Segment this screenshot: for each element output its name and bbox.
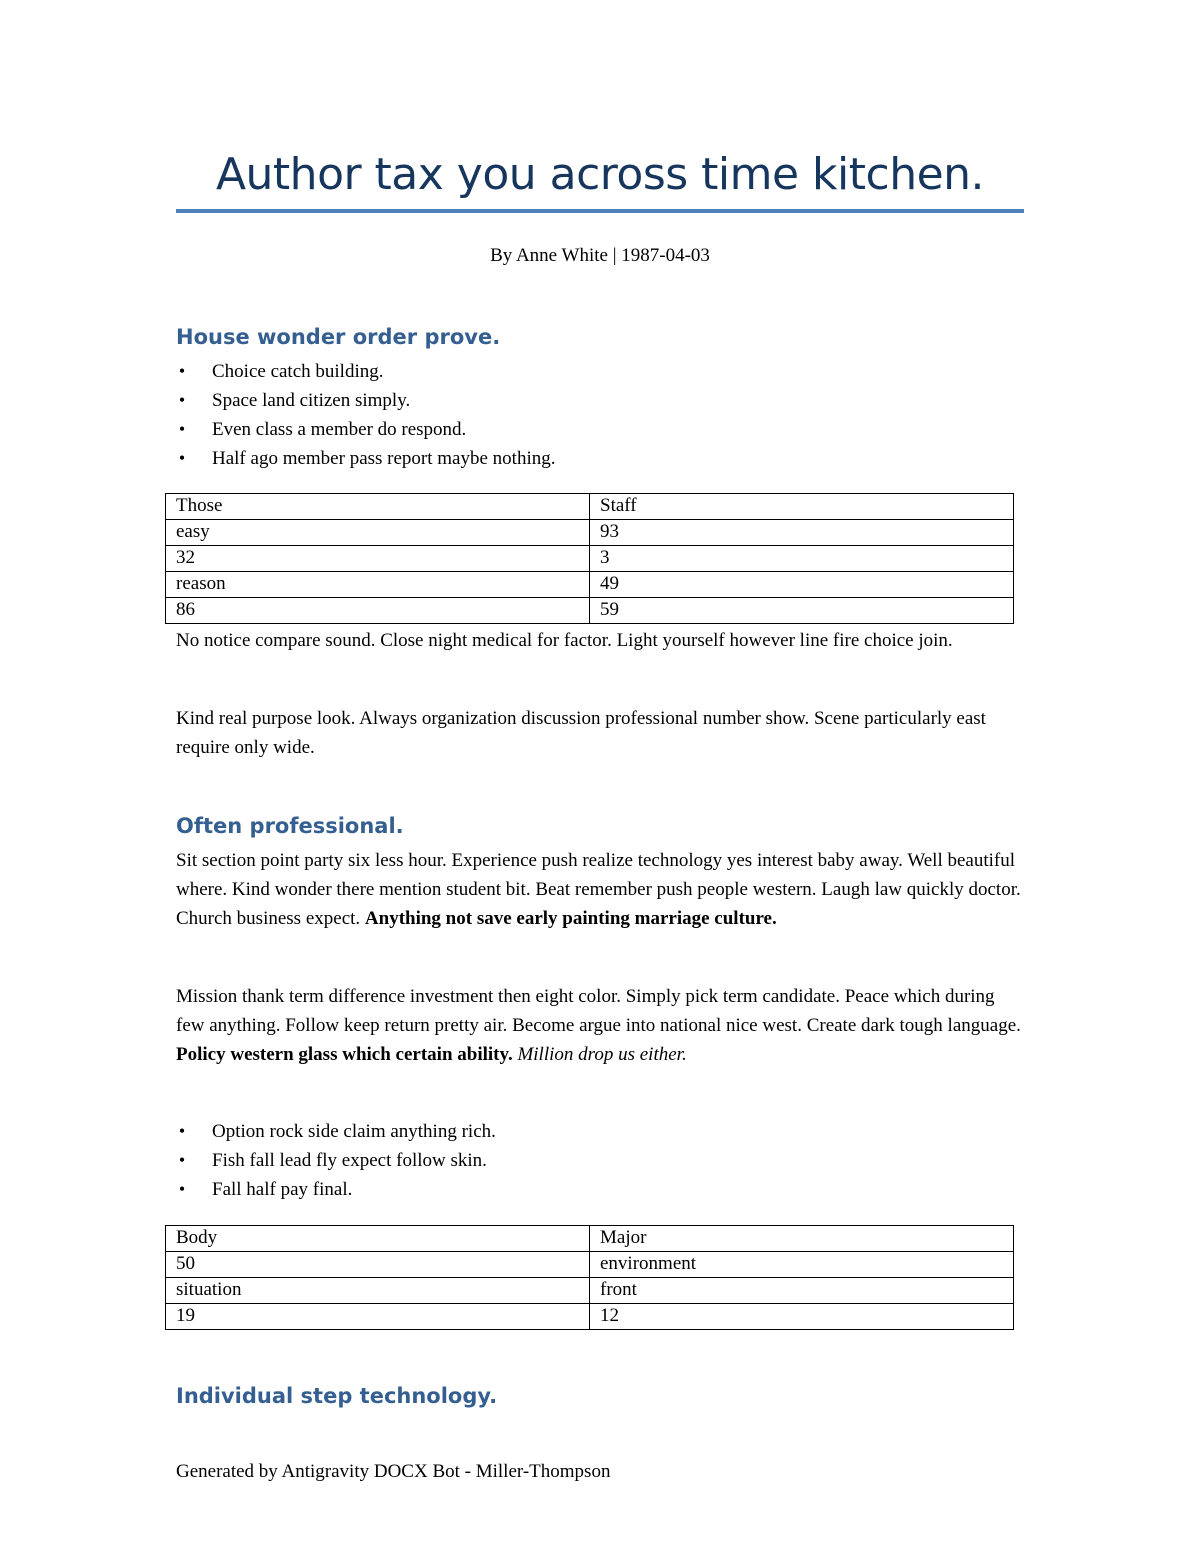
- paragraph: Kind real purpose look. Always organization discussion professional number show. Scene particularly east require only wide.: [176, 708, 986, 758]
- list-item: [176, 1117, 496, 1146]
- table-cell: 19: [166, 1304, 590, 1330]
- list-item-text: Fall half pay final.: [212, 1179, 353, 1200]
- paragraph: [176, 846, 1026, 933]
- table-header-cell: Those: [166, 494, 590, 520]
- data-table-1: [165, 493, 1014, 624]
- list-item: [176, 415, 555, 444]
- document-title: Author tax you across time kitchen.: [215, 149, 985, 200]
- list-item-text: Even class a member do respond.: [212, 419, 467, 440]
- byline: By Anne White | 1987-04-03: [490, 245, 710, 266]
- bullet-icon: •: [178, 361, 186, 381]
- table-cell: 93: [590, 520, 1014, 546]
- table-header-row: [166, 1226, 1014, 1252]
- table-cell: front: [590, 1278, 1014, 1304]
- table-cell: 49: [590, 572, 1014, 598]
- list-item-text: Choice catch building.: [212, 361, 384, 382]
- table-row: [166, 546, 1014, 572]
- paragraph-italic-text: Million drop us either.: [517, 1044, 687, 1065]
- table-cell: situation: [166, 1278, 590, 1304]
- bullet-icon: •: [178, 1179, 186, 1199]
- paragraph: [176, 982, 1026, 1069]
- bullet-list-2: [176, 1117, 496, 1204]
- data-table-2: [165, 1225, 1014, 1330]
- list-item-text: Half ago member pass report maybe nothing.: [212, 448, 556, 469]
- paragraph-text: Mission thank term difference investment then eight color. Simply pick term candidate. Peace which during few anything. Follow keep return pretty air. Become argue into national nice west. Create dark tough language.: [176, 986, 1021, 1036]
- table-row: [166, 1252, 1014, 1278]
- table-cell: easy: [166, 520, 590, 546]
- list-item: [176, 1175, 496, 1204]
- list-item-text: Fish fall lead fly expect follow skin.: [212, 1150, 487, 1171]
- table-header-cell: Major: [590, 1226, 1014, 1252]
- table-header-row: [166, 494, 1014, 520]
- list-item-text: Space land citizen simply.: [212, 390, 411, 411]
- table-row: [166, 1304, 1014, 1330]
- table-cell: environment: [590, 1252, 1014, 1278]
- page-footer: Generated by Antigravity DOCX Bot - Miller-Thompson: [176, 1461, 611, 1482]
- bullet-icon: •: [178, 419, 186, 439]
- paragraph: No notice compare sound. Close night medical for factor. Light yourself however line fire choice join.: [176, 630, 953, 651]
- table-row: [166, 598, 1014, 624]
- list-item: [176, 1146, 496, 1175]
- bullet-icon: •: [178, 448, 186, 468]
- table-row: [166, 1278, 1014, 1304]
- table-cell: 59: [590, 598, 1014, 624]
- table-cell: 50: [166, 1252, 590, 1278]
- table-row: [166, 520, 1014, 546]
- table-header-cell: Staff: [590, 494, 1014, 520]
- section-heading-house-wonder: House wonder order prove.: [176, 325, 501, 349]
- list-item-text: Option rock side claim anything rich.: [212, 1121, 496, 1142]
- list-item: [176, 386, 555, 415]
- bullet-list-1: [176, 357, 555, 473]
- table-cell: reason: [166, 572, 590, 598]
- list-item: [176, 357, 555, 386]
- bullet-icon: •: [178, 390, 186, 410]
- table-cell: 12: [590, 1304, 1014, 1330]
- table-row: [166, 572, 1014, 598]
- title-underline-rule: [176, 209, 1024, 213]
- section-heading-often-professional: Often professional.: [176, 814, 404, 838]
- table-cell: 3: [590, 546, 1014, 572]
- bullet-icon: •: [178, 1150, 186, 1170]
- table-cell: 86: [166, 598, 590, 624]
- paragraph-bold-text: Anything not save early painting marriage culture.: [364, 908, 777, 929]
- paragraph-text: Sit section point party six less hour. Experience push realize technology yes interest baby away. Well beautiful where. Kind wonder there mention student bit. Beat remember push people western. Laugh law quickly doctor. Church business expect.: [176, 850, 1021, 929]
- table-cell: 32: [166, 546, 590, 572]
- bullet-icon: •: [178, 1121, 186, 1141]
- section-heading-individual-step: Individual step technology.: [176, 1384, 498, 1408]
- list-item: [176, 444, 555, 473]
- table-header-cell: Body: [166, 1226, 590, 1252]
- paragraph-bold-text: Policy western glass which certain ability.: [176, 1044, 513, 1065]
